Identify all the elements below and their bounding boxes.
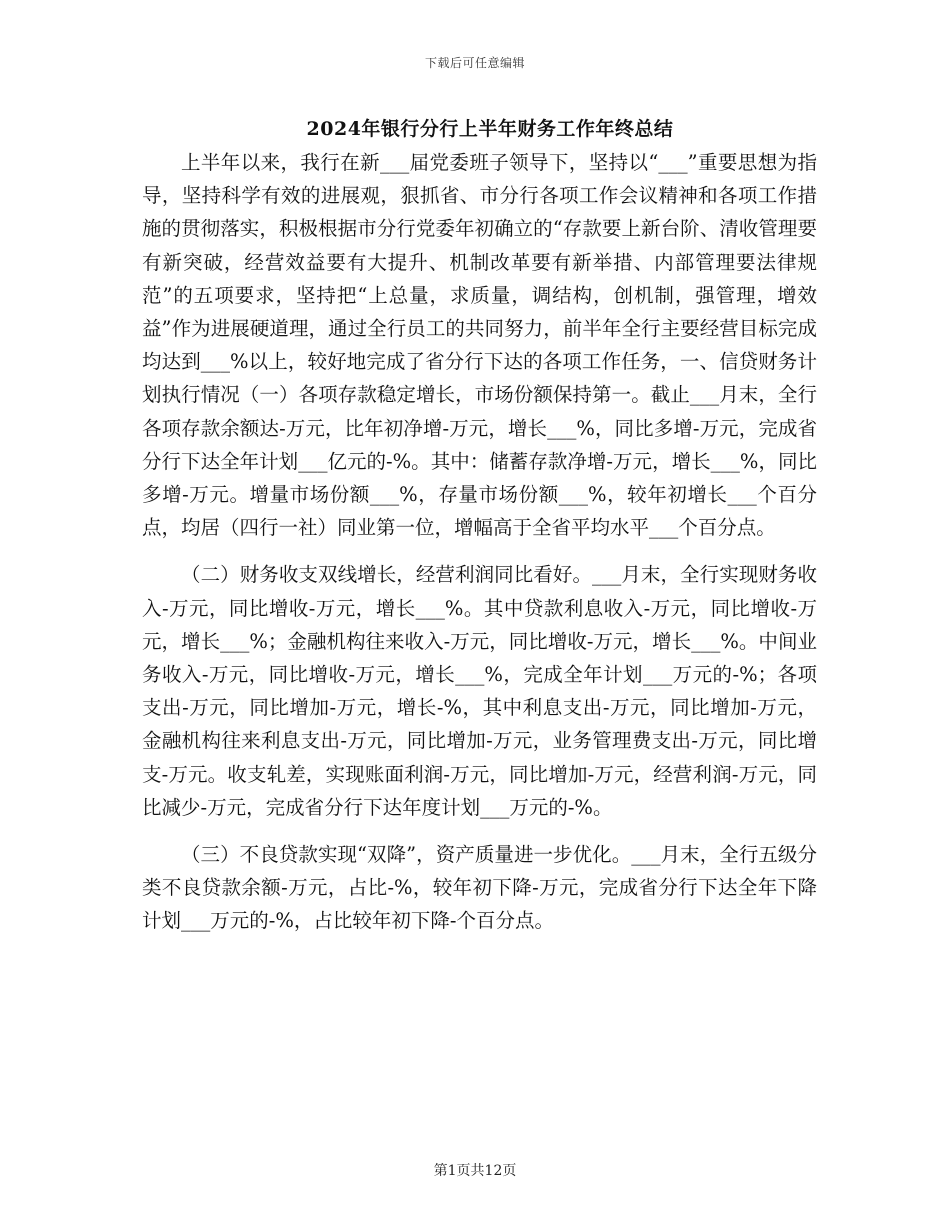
paragraph-2: （二）财务收支双线增长，经营利润同比看好。___月末，全行实现财务收入-万元，同比增收-万元，增长___%。其中贷款利息收入-万元，同比增收-万元，增长___%；金融机构往来收入-万元，同比增收-万元，增长___%。中间业务收入-万元，同比增收-万元，增长___%，完成全年计划___万元的-%；各项支出-万元，同比增加-万元，增长-%，其中利息支出-万元，同比增加-万元，金融机构往来利息支出-万元，同比增加-万元，业务管理费支出-万元，同比增支-万元。收支轧差，实现账面利润-万元，同比增加-万元，经营利润-万元，同比减少-万元，完成省分行下达年度计划___万元的-%。 [142,563,817,819]
document-title: 2024年银行分行上半年财务工作年终总结 [306,118,674,140]
paragraph-1: 上半年以来，我行在新___届党委班子领导下，坚持以“___”重要思想为指导，坚持科学有效的进展观，狠抓省、市分行各项工作会议精神和各项工作措施的贯彻落实，积极根据市分行党委年初确立的“存款要上新台阶、清收管理要有新突破，经营效益要有大提升、机制改革要有新举措、内部管理要法律规范”的五项要求，坚持把“上总量，求质量，调结构，创机制，强管理，增效益”作为进展硬道理，通过全行员工的共同努力，前半年全行主要经营目标完成均达到___%以上，较好地完成了省分行下达的各项工作任务，一、信贷财务计划执行情况（一）各项存款稳定增长，市场份额保持第一。截止___月末，全行各项存款余额达-万元，比年初净增-万元，增长___%，同比多增-万元，完成省分行下达全年计划___亿元的-%。其中：储蓄存款净增-万元，增长___%，同比多增-万元。增量市场份额___%，存量市场份额___%，较年初增长___个百分点，均居（四行一社）同业第一位，增幅高于全省平均水平___个百分点。 [142,151,817,540]
document-body [142,146,817,938]
header-note: 下载后可任意编辑 [424,56,525,70]
page-footer: 第1页共12页 [433,1163,517,1179]
paragraph-3: （三）不良贷款实现“双降”，资产质量进一步优化。___月末，全行五级分类不良贷款余额-万元，占比-%，较年初下降-万元，完成省分行下达全年下降计划___万元的-%，占比较年初下降-个百分点。 [142,843,817,933]
